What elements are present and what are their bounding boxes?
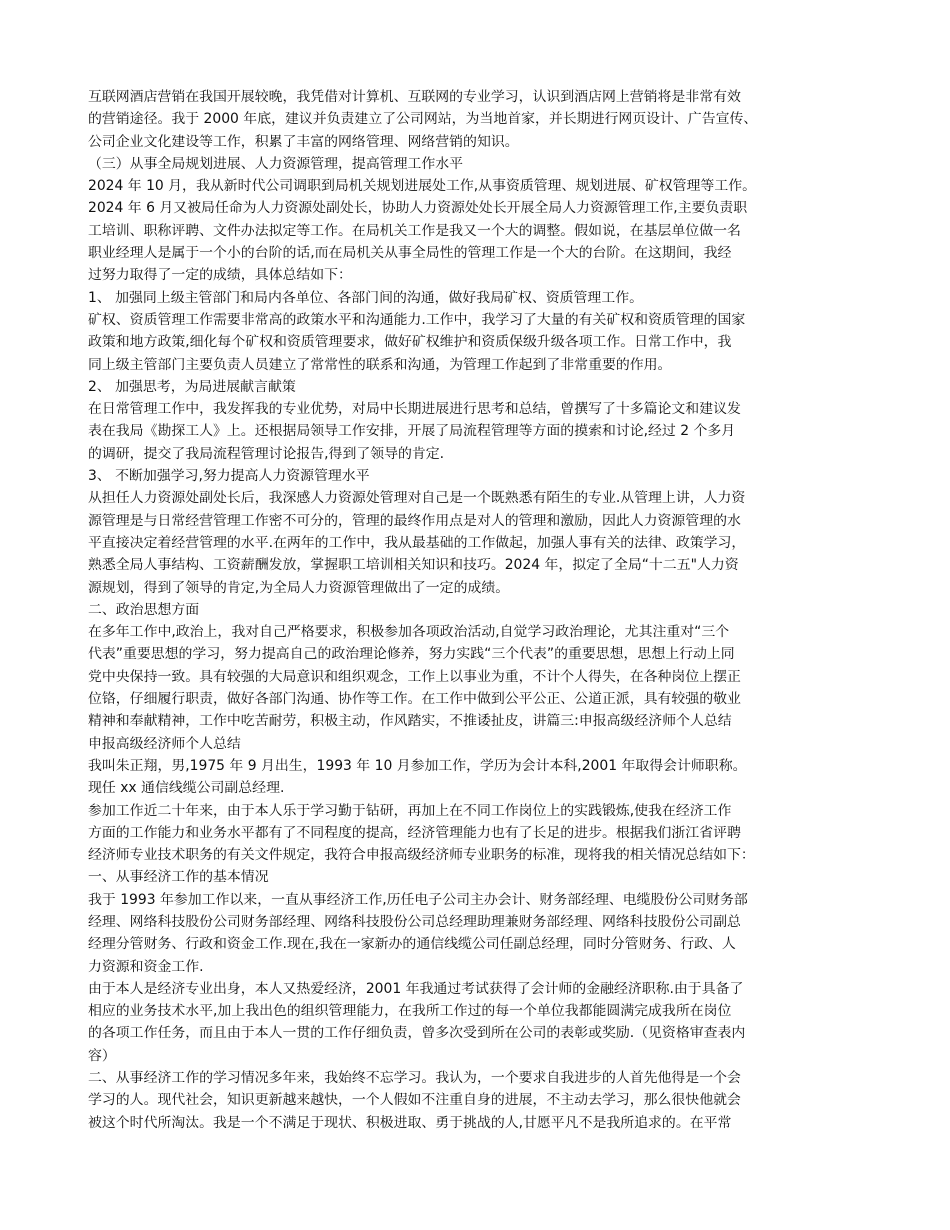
text-line: 力资源和资金工作.: [88, 958, 204, 975]
text-line: 相应的业务技术水平,加上我出色的组织管理能力，在我所工作过的每一个单位我都能圆满完成我所在岗位: [88, 1003, 732, 1020]
text-line: 的调研，提交了我局流程管理讨论报告,得到了领导的肯定.: [88, 445, 445, 462]
text-line: 从担任人力资源处副处长后，我深感人力资源处管理对自己是一个既熟悉有陌生的专业.从管理上讲，人力资: [88, 490, 746, 507]
text-line: 的营销途径。我于 2000 年底，建议并负责建立了公司网站，为当地首家，并长期进行网页设计、广告宣传、: [88, 111, 758, 128]
text-line: 容）: [88, 1047, 116, 1064]
text-line: 我叫朱正翔，男,1975 年 9 月出生，1993 年 10 月参加工作，学历为会计本科,2001 年取得会计师职称。: [88, 757, 747, 774]
text-line: 源规划，得到了领导的肯定,为全局人力资源管理做出了一定的成绩。: [88, 579, 510, 596]
text-line: 我于 1993 年参加工作以来，一直从事经济工作,历任电子公司主办会计、财务部经理、电缆股份公司财务部: [88, 891, 748, 908]
text-line: 职业经理人是属于一个小的台阶的话,而在局机关从事全局性的管理工作是一个大的台阶。在这期间，我经: [88, 245, 732, 262]
text-line: 的各项工作任务，而且由于本人一贯的工作仔细负责，曾多次受到所在公司的表彰或奖励.（见资格审查表内: [88, 1025, 746, 1042]
text-line: 位铬，仔细履行职责，做好各部门沟通、协作等工作。在工作中做到公平公正、公道正派，具有较强的敬业: [88, 691, 741, 708]
text-line: 二、从事经济工作的学习情况多年来，我始终不忘学习。我认为，一个要求自我进步的人首先他得是一个会: [88, 1070, 741, 1087]
text-line: 经理分管财务、行政和资金工作.现在,我在一家新办的通信线缆公司任副总经理，同时分管财务、行政、人: [88, 936, 736, 953]
document-body: [88, 86, 866, 1134]
text-line: 代表”重要思想的学习，努力提高自己的政治理论修养，努力实践“三个代表”的重要思想，思想上行动上同: [88, 646, 735, 663]
text-line: 经济师专业技术职务的有关文件规定，我符合申报高级经济师专业职务的标准，现将我的相关情况总结如下：: [88, 847, 755, 864]
text-line: 一、从事经济工作的基本情况: [88, 869, 269, 886]
text-line: 3、 不断加强学习,努力提高人力资源管理水平: [88, 468, 370, 485]
text-line: 在多年工作中,政治上，我对自己严格要求，积极参加各项政治活动,自觉学习政治理论，尤其注重对“三个: [88, 624, 730, 641]
text-line: 学习的人。现代社会，知识更新越来越快，一个人假如不注重自身的进展，不主动去学习，那么很快他就会: [88, 1092, 741, 1109]
text-line: 表在我局《勘探工人》上。还根据局领导工作安排，开展了局流程管理等方面的摸索和讨论,经过 2 个多月: [88, 423, 736, 440]
text-line: 二、政治思想方面: [88, 601, 200, 618]
text-line: 2024 年 10 月，我从新时代公司调职到局机关规划进展处工作,从事资质管理、规划进展、矿权管理等工作。: [88, 178, 756, 195]
text-line: 工培训、职称评聘、文件办法拟定等工作。在局机关工作是我又一个大的调整。假如说，在基层单位做一名: [88, 222, 741, 239]
text-line: 方面的工作能力和业务水平都有了不同程度的提高，经济管理能力也有了长足的进步。根据我们浙江省评聘: [88, 824, 741, 841]
text-line: 经理、网络科技股份公司财务部经理、网络科技股份公司总经理助理兼财务部经理、网络科技股份公司副总: [88, 913, 741, 930]
text-line: 熟悉全局人事结构、工资薪酬发放，掌握职工培训相关知识和技巧。2024 年，拟定了全局“十二五"人力资: [88, 557, 739, 574]
text-line: 参加工作近二十年来，由于本人乐于学习勤于钻研，再加上在不同工作岗位上的实践锻炼,使我在经济工作: [88, 802, 732, 819]
text-line: （三）从事全局规划进展、人力资源管理，提高管理工作水平: [88, 155, 464, 172]
text-line: 精神和奉献精神，工作中吃苦耐劳，积极主动，作风踏实，不推诿扯皮，讲篇三:申报高级经济师个人总结: [88, 713, 732, 730]
text-line: 2024 年 6 月又被局任命为人力资源处副处长，协助人力资源处处长开展全局人力资源管理工作,主要负责职: [88, 200, 748, 217]
text-line: 源管理是与日常经营管理工作密不可分的，管理的最终作用点是对人的管理和激励，因此人力资源管理的水: [88, 512, 741, 529]
text-line: 平直接决定着经营管理的水平.在两年的工作中，我从最基础的工作做起，加强人事有关的法律、政策学习，: [88, 534, 746, 551]
text-line: 现任 xx 通信线缆公司副总经理.: [88, 780, 285, 797]
text-line: 2、 加强思考，为局进展献言献策: [88, 378, 296, 395]
text-line: 申报高级经济师个人总结: [88, 735, 241, 752]
text-line: 由于本人是经济专业出身，本人又热爱经济，2001 年我通过考试获得了会计师的金融经济职称.由于具备了: [88, 980, 744, 997]
text-line: 党中央保持一致。具有较强的大局意识和组织观念，工作上以事业为重，不计个人得失，在各种岗位上摆正: [88, 668, 741, 685]
text-line: 政策和地方政策,细化每个矿权和资质管理要求，做好矿权维护和资质保级升级各项工作。日常工作中，我: [88, 334, 732, 351]
text-line: 公司企业文化建设等工作，积累了丰富的网络管理、网络营销的知识。: [88, 133, 519, 150]
text-line: 过努力取得了一定的成绩，具体总结如下：: [88, 267, 352, 284]
text-line: 1、 加强同上级主管部门和局内各单位、各部门间的沟通，做好我局矿权、资质管理工作。: [88, 289, 643, 306]
text-line: 被这个时代所淘汰。我是一个不满足于现状、积极进取、勇于挑战的人,甘愿平凡不是我所追求的。在平常: [88, 1114, 732, 1131]
text-line: 同上级主管部门主要负责人员建立了常常性的联系和沟通，为管理工作起到了非常重要的作用。: [88, 356, 672, 373]
text-line: 在日常管理工作中，我发挥我的专业优势，对局中长期进展进行思考和总结，曾撰写了十多篇论文和建议发: [88, 401, 741, 418]
text-line: 互联网酒店营销在我国开展较晚，我凭借对计算机、互联网的专业学习，认识到酒店网上营销将是非常有效: [88, 89, 741, 105]
text-line: 矿权、资质管理工作需要非常高的政策水平和沟通能力.工作中，我学习了大量的有关矿权和资质管理的国家: [88, 311, 746, 328]
